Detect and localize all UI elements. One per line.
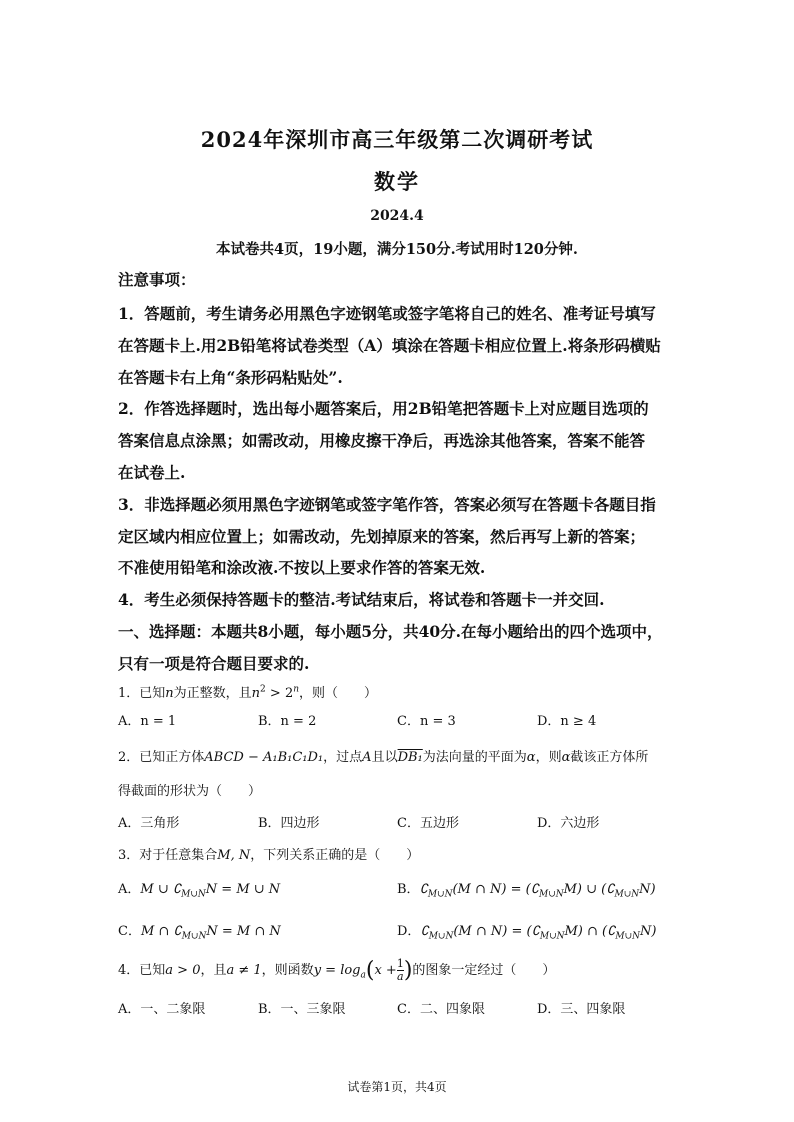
note-line: 3．非选择题必须用黑色字迹钢笔或签字笔作答，答案必须写在答题卡各题目指 [118, 495, 656, 514]
note-line: 2．作答选择题时，选出每小题答案后，用2B铅笔把答题卡上对应题目选项的 [118, 399, 649, 418]
question-4-option-d[interactable]: D．三、四象限 [537, 1002, 626, 1017]
exam-subject: 数学 [374, 169, 420, 194]
question-4-stem: 4．已知a > 0，且a ≠ 1，则函数$y = \log_a(x$ + $\frac{1}{a}$ )的图象一定经过（ ） [118, 957, 556, 983]
note-line: 不准使用铅笔和涂改液.不按以上要求作答的答案无效. [118, 558, 486, 577]
section-heading-cont: 只有一项是符合题目要求的. [118, 654, 310, 673]
note-line: 在答题卡右上角“条形码粘贴处”. [118, 368, 343, 387]
note-line: 定区域内相应位置上；如需改动，先划掉原来的答案，然后再写上新的答案； [118, 527, 646, 546]
question-2-option-a[interactable]: A．三角形 [118, 816, 180, 831]
question-3-option-c[interactable]: C．M ∩ $∁_{M\cup N}N = M$ ∩ N [118, 924, 281, 942]
exam-date: 2024.4 [370, 208, 424, 224]
question-2-stem: 2．已知正方体ABCD − A₁B₁C₁D₁，过点A且以DB₁为法向量的平面为α，则α截该正方体所 [118, 750, 649, 765]
question-3-option-b[interactable]: B．$∁_{M\cup N}(M$ ∩ $N) = (∁_{M\cup N}M)$ ∪ $(∁_{M\cup N}N)$ [397, 882, 656, 900]
question-2-stem-cont: 得截面的形状为（ ） [118, 784, 262, 799]
question-1-option-d[interactable]: D．n ≥ 4 [537, 714, 597, 729]
question-1-option-a[interactable]: A．n = 1 [118, 714, 177, 729]
question-4-option-c[interactable]: C．二、四象限 [397, 1002, 485, 1017]
question-3-option-a[interactable]: A．M ∪ $∁_{M\cup N}N = M$ ∪ N [118, 882, 281, 900]
note-line: 1．答题前，考生请务必用黑色字迹钢笔或签字笔将自己的姓名、准考证号填写 [118, 304, 656, 323]
question-1-stem: 1．已知n为正整数，且$n^2 > 2^n$，则（ ） [118, 684, 378, 701]
question-3-option-d[interactable]: D．$∁_{M\cup N}(M$ ∩ $N) = (∁_{M\cup N}M)$ ∩ $(∁_{M\cup N}N)$ [397, 924, 657, 942]
fraction: $\frac{1}{a}$ [396, 957, 404, 983]
right-paren: ) [403, 958, 413, 983]
question-2-option-b[interactable]: B．四边形 [258, 816, 320, 831]
question-2-option-c[interactable]: C．五边形 [397, 816, 459, 831]
note-line: 在试卷上. [118, 463, 186, 482]
question-2-option-d[interactable]: D．六边形 [537, 816, 600, 831]
question-3-stem: 3．对于任意集合M, N，下列关系正确的是（ ） [118, 848, 420, 863]
page-footer: 试卷第1页，共4页 [347, 1080, 447, 1094]
question-1-option-b[interactable]: B．n = 2 [258, 714, 317, 729]
question-1-option-c[interactable]: C．n = 3 [397, 714, 456, 729]
exam-info: 本试卷共4页，19小题，满分150分.考试用时120分钟. [216, 241, 578, 258]
notes-heading: 注意事项： [118, 270, 196, 289]
section-heading: 一、选择题：本题共8小题，每小题5分，共40分.在每小题给出的四个选项中， [118, 622, 663, 641]
note-line: 4．考生必须保持答题卡的整洁.考试结束后，将试卷和答题卡一并交回. [118, 590, 605, 609]
exam-title: 2024年深圳市高三年级第二次调研考试 [200, 127, 594, 152]
question-4-option-b[interactable]: B．一、三象限 [258, 1002, 346, 1017]
question-4-option-a[interactable]: A．一、二象限 [118, 1002, 206, 1017]
note-line: 在答题卡上.用2B铅笔将试卷类型（A）填涂在答题卡相应位置上.将条形码横贴 [118, 336, 661, 355]
left-paren: ( [365, 958, 375, 983]
note-line: 答案信息点涂黑；如需改动，用橡皮擦干净后，再选涂其他答案，答案不能答 [118, 431, 646, 450]
